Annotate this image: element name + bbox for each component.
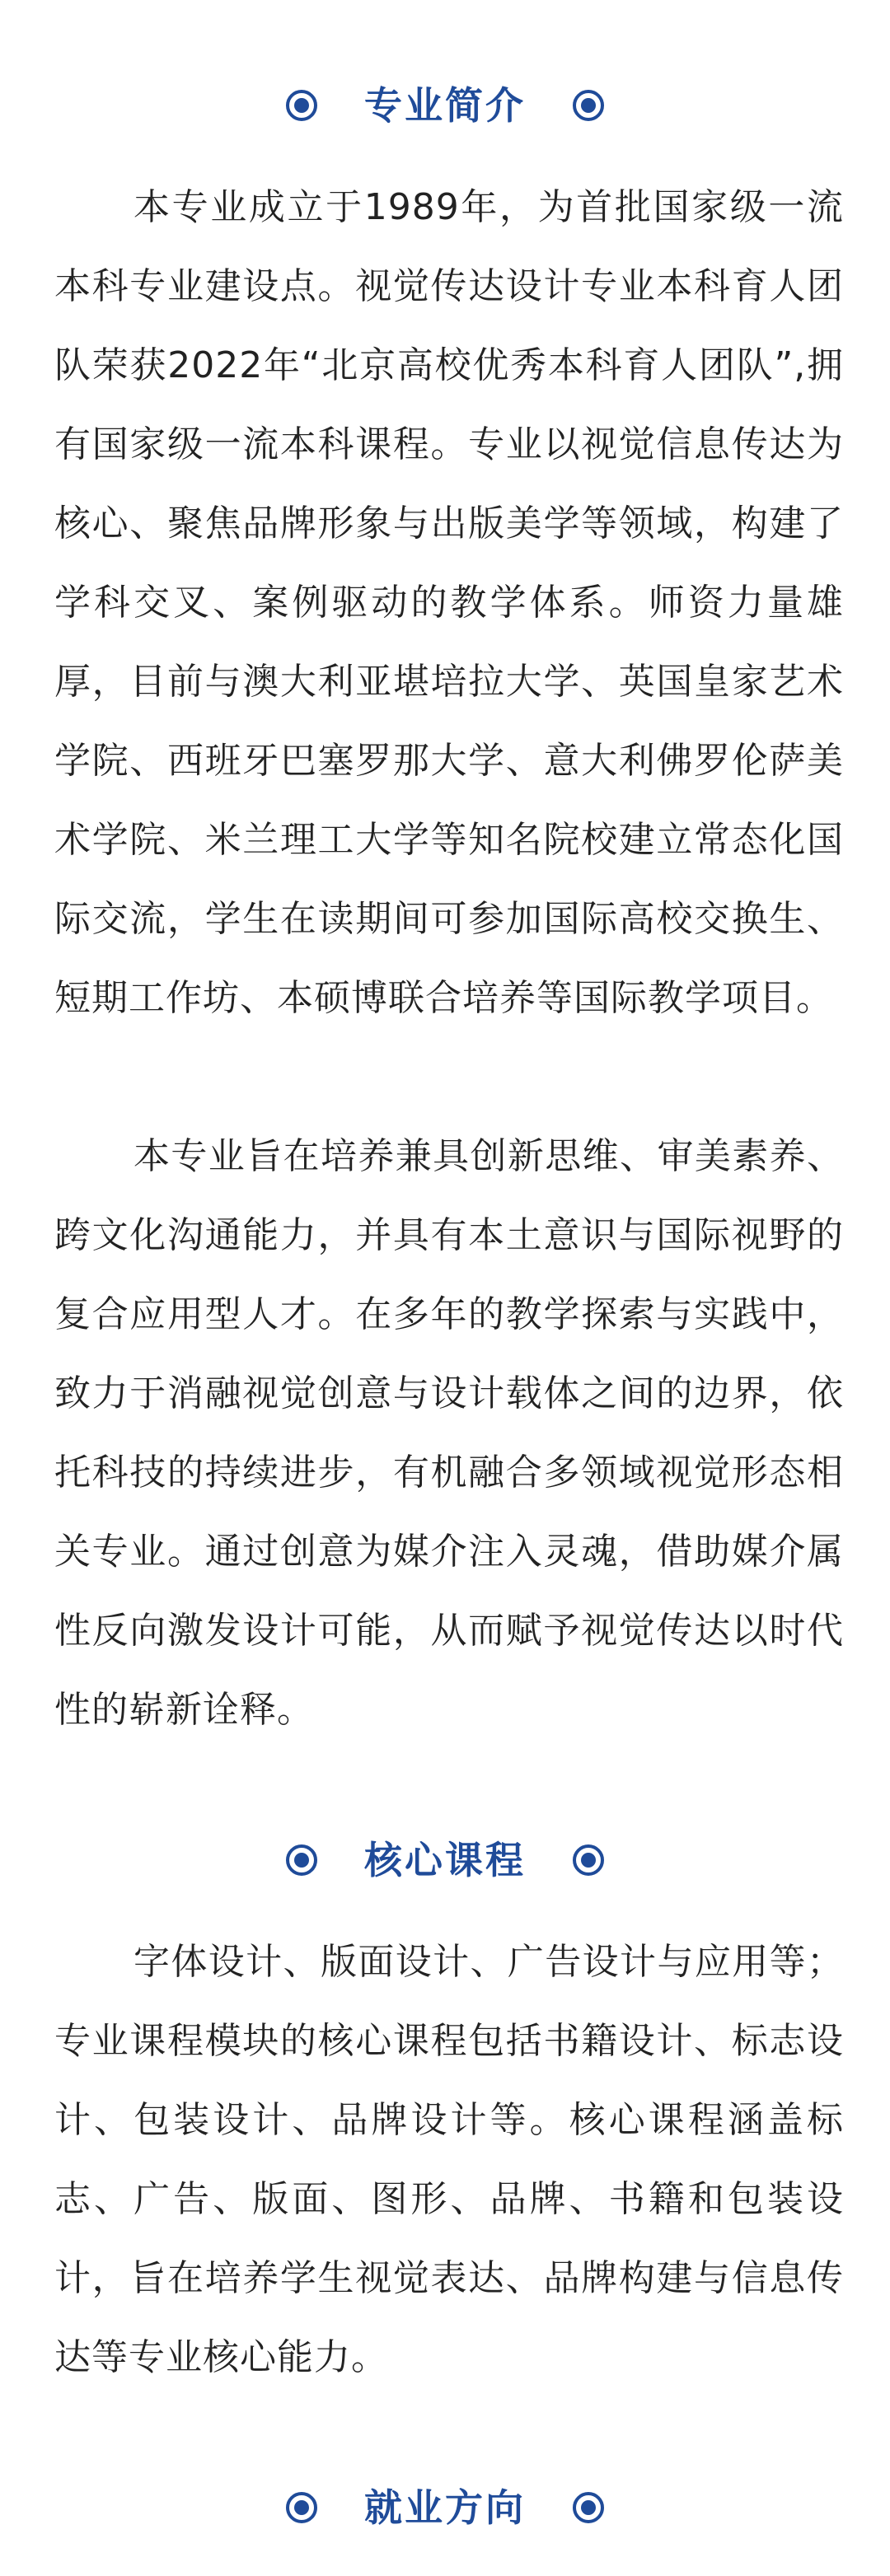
target-bullet-icon [572,89,605,122]
section-title: 专业简介 [364,83,526,128]
section-title: 核心课程 [364,1838,526,1882]
target-bullet-icon [572,1844,605,1877]
target-bullet-icon [285,2491,318,2524]
target-bullet-icon [572,2491,605,2524]
section-title: 就业方向 [364,2485,526,2530]
target-bullet-icon [285,89,318,122]
core-courses-paragraph: 字体设计、版面设计、广告设计与应用等；专业课程模块的核心课程包括书籍设计、标志设计、包装设计、品牌设计等。核心课程涵盖标志、广告、版面、图形、品牌、书籍和包装设计，旨在培养学生视觉表达、品牌构建与信息传达等专业核心能力。 [54,1941,844,2378]
section-header-intro [0,72,890,138]
target-bullet-icon [285,1844,318,1877]
section-header-core-courses [0,1827,890,1893]
intro-paragraph-1: 本专业成立于1989年，为首批国家级一流本科专业建设点。视觉传达设计专业本科育人团队荣获2022年“北京高校优秀本科育人团队”,拥有国家级一流本科课程。专业以视觉信息传达为核心、聚焦品牌形象与出版美学等领域，构建了学科交叉、案例驱动的教学体系。师资力量雄厚，目前与澳大利亚堪培拉大学、英国皇家艺术学院、西班牙巴塞罗那大学、意大利佛罗伦萨美术学院、米兰理工大学等知名院校建立常态化国际交流，学生在读期间可参加国际高校交换生、短期工作坊、本硕博联合培养等国际教学项目。 [54,186,844,1019]
intro-paragraph-2: 本专业旨在培养兼具创新思维、审美素养、跨文化沟通能力，并具有本土意识与国际视野的复合应用型人才。在多年的教学探索与实践中，致力于消融视觉创意与设计载体之间的边界，依托科技的持续进步，有机融合多领域视觉形态相关专业。通过创意为媒介注入灵魂，借助媒介属性反向激发设计可能，从而赋予视觉传达以时代性的崭新诠释。 [54,1135,844,1731]
section-header-career [0,2475,890,2541]
